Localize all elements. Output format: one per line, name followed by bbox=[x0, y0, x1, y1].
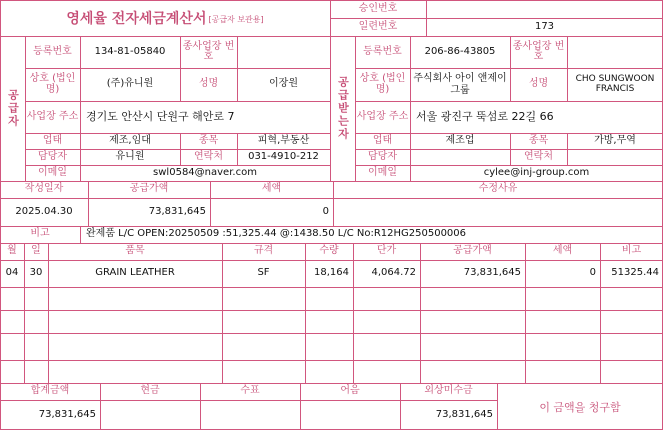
supplier-branch-value bbox=[237, 36, 330, 68]
buyer-side-label: 공급받는자 bbox=[336, 76, 350, 141]
footer-cash-label: 현금 bbox=[140, 385, 160, 397]
footer-note-label: 어음 bbox=[340, 385, 360, 397]
tax-label: 세액 bbox=[261, 183, 282, 195]
supplier-address-value: 경기도 안산시 단원구 해안로 7 bbox=[86, 110, 235, 124]
buyer-type-value: 제조업 bbox=[445, 134, 475, 146]
supplier-address-label: 사업장 주소 bbox=[26, 110, 79, 122]
buyer-address-value: 서울 광진구 뚝섬로 22길 66 bbox=[416, 110, 554, 124]
supplier-phone-value: 031-4910-212 bbox=[248, 150, 319, 162]
table-cell: SF bbox=[257, 267, 270, 279]
buyer-name-label: 상호 (법인명) bbox=[359, 73, 406, 95]
buyer-rep-value: CHO SUNGWOON FRANCIS bbox=[575, 74, 655, 94]
date-value: 2025.04.30 bbox=[15, 205, 73, 217]
table-cell: 0 bbox=[589, 267, 596, 279]
approval-label: 승인번호 bbox=[358, 2, 398, 14]
table-cell: 18,164 bbox=[314, 267, 349, 279]
supplier-contact-label: 담당자 bbox=[38, 150, 67, 162]
claim-text-area bbox=[497, 383, 663, 430]
date-label: 작성일자 bbox=[24, 183, 64, 195]
title-area bbox=[0, 0, 330, 36]
supply-label: 공급가액 bbox=[129, 183, 169, 195]
buyer-email-label: 이메일 bbox=[368, 166, 397, 178]
buyer-email-value: cylee@inj-group.com bbox=[483, 166, 590, 178]
reason-label: 수정사유 bbox=[478, 183, 518, 195]
supplier-type-value: 제조,임대 bbox=[109, 134, 151, 146]
claim-text: 이 금액을 청구함 bbox=[539, 400, 621, 414]
buyer-reg-value: 206-86-43805 bbox=[424, 45, 496, 57]
supplier-side-label: 공급자 bbox=[6, 89, 20, 128]
footer-cash-value bbox=[100, 400, 200, 430]
table-header-unit-price: 단가 bbox=[376, 245, 397, 257]
supplier-type-label: 업태 bbox=[42, 134, 63, 146]
buyer-item-value: 가방,무역 bbox=[594, 134, 636, 146]
buyer-branch-value bbox=[567, 36, 663, 68]
table-cell: 30 bbox=[29, 267, 43, 279]
table-cell: GRAIN LEATHER bbox=[95, 267, 175, 279]
supplier-name-label: 상호 (법인명) bbox=[29, 73, 76, 95]
supplier-contact-value: 유니원 bbox=[115, 150, 145, 162]
buyer-type-label: 업태 bbox=[372, 134, 393, 146]
remark-label: 비고 bbox=[30, 228, 50, 240]
footer-credit-label: 외상미수금 bbox=[424, 385, 473, 397]
table-header-note: 비고 bbox=[621, 245, 642, 257]
table-header-qty: 수량 bbox=[319, 245, 339, 257]
approval-value bbox=[426, 0, 663, 18]
table-cell: 51325.44 bbox=[611, 267, 659, 279]
footer-note-value bbox=[300, 400, 400, 430]
footer-credit-value: 73,831,645 bbox=[435, 408, 493, 420]
supplier-item-label: 종목 bbox=[198, 134, 219, 146]
supplier-reg-value: 134-81-05840 bbox=[94, 45, 166, 57]
buyer-contact-label: 담당자 bbox=[368, 150, 397, 162]
buyer-contact-value bbox=[410, 149, 510, 165]
table-header-month: 월 bbox=[7, 245, 17, 257]
supplier-item-value: 피혁,부동산 bbox=[257, 134, 310, 146]
serial-label: 일련번호 bbox=[358, 20, 398, 32]
footer-total-value: 73,831,645 bbox=[38, 408, 96, 420]
page-title: 영세율 전자세금계산서 bbox=[66, 11, 207, 27]
table-header-item: 품목 bbox=[125, 245, 145, 257]
supply-value: 73,831,645 bbox=[148, 205, 206, 217]
tax-value: 0 bbox=[322, 205, 329, 217]
buyer-phone-label: 연락처 bbox=[524, 150, 553, 162]
buyer-item-label: 종목 bbox=[528, 134, 549, 146]
buyer-address-label: 사업장 주소 bbox=[356, 110, 409, 122]
supplier-name-value: (주)유니원 bbox=[106, 78, 154, 90]
reason-value bbox=[333, 198, 663, 226]
table-cell: 4,064.72 bbox=[371, 267, 416, 279]
supplier-email-value: swl0584@naver.com bbox=[153, 166, 257, 178]
remark-value: 완제품 L/C OPEN:20250509 :51,325.44 @:1438.50 L/C No:R12HG250500006 bbox=[86, 228, 467, 240]
supplier-email-label: 이메일 bbox=[38, 166, 67, 178]
buyer-phone-value bbox=[567, 149, 663, 165]
footer-check-label: 수표 bbox=[240, 385, 260, 397]
supplier-branch-label: 종사업장 번호 bbox=[182, 40, 235, 62]
buyer-reg-label: 등록번호 bbox=[363, 45, 402, 57]
footer-check-value bbox=[200, 400, 300, 430]
title-suffix: [공급자 보관용] bbox=[208, 15, 264, 24]
buyer-branch-label: 종사업장 번호 bbox=[512, 40, 565, 62]
table-cell: 73,831,645 bbox=[463, 267, 521, 279]
supplier-phone-label: 연락처 bbox=[194, 150, 223, 162]
supplier-rep-value: 이장원 bbox=[269, 78, 298, 90]
footer-total-label: 합계금액 bbox=[30, 385, 70, 397]
supplier-rep-label: 성명 bbox=[198, 78, 219, 90]
table-cell: 04 bbox=[5, 267, 19, 279]
buyer-name-value: 주식회사 아이 앤제이그룹 bbox=[413, 73, 507, 96]
table-header-supply-amount: 공급가액 bbox=[453, 245, 492, 257]
table-header-tax: 세액 bbox=[552, 245, 573, 257]
serial-value: 173 bbox=[534, 20, 555, 32]
buyer-rep-label: 성명 bbox=[528, 78, 549, 90]
supplier-reg-label: 등록번호 bbox=[33, 45, 72, 57]
table-header-spec: 규격 bbox=[253, 245, 274, 257]
table-header-day: 일 bbox=[31, 245, 41, 257]
